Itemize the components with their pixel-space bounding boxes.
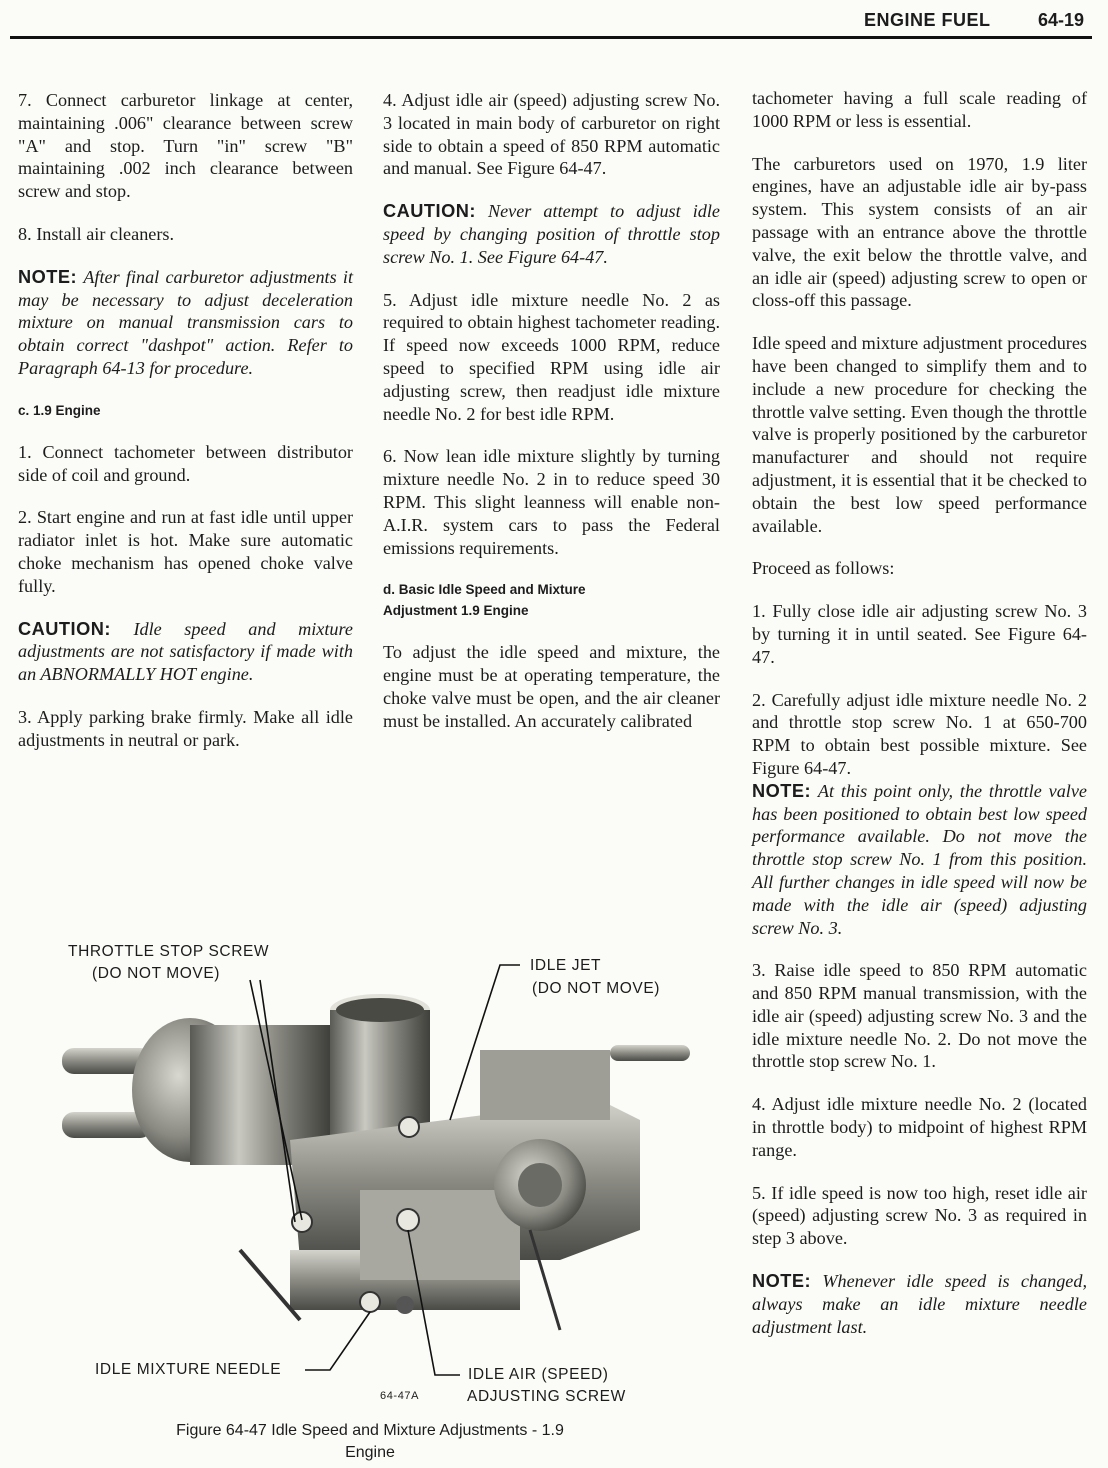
engine-step-3: 3. Apply parking brake firmly. Make all idle adjustments in neutral or park. xyxy=(18,706,353,750)
proc-step-5: 5. If idle speed is now too high, reset idle air (speed) adjusting screw No. 3 as required in step 3 above. xyxy=(752,1182,1087,1249)
caption-line-2: Engine xyxy=(345,1444,395,1461)
page-header xyxy=(820,8,1095,36)
engine-step-4: 4. Adjust idle air (speed) adjusting screw No. 3 located in main body of carburetor on right side to obtain a speed of 850 RPM automatic and manual. See Figure 64-47. xyxy=(383,90,720,179)
caution-label-2: CAUTION: xyxy=(383,201,476,222)
note-text-4: Whenever idle speed is changed, always make an idle mixture needle adjustment last. xyxy=(752,1271,1087,1337)
throttle-stop-label-2: (DO NOT MOVE) xyxy=(92,965,221,982)
note-label-4: NOTE: xyxy=(752,1271,812,1292)
carburetor-photo xyxy=(40,930,720,1410)
caption-line-1: Figure 64-47 Idle Speed and Mixture Adjustments - 1.9 xyxy=(176,1422,564,1439)
section-title: ENGINE FUEL xyxy=(864,10,991,30)
figure-caption xyxy=(100,1420,640,1464)
idle-mixture-needle-label: IDLE MIXTURE NEEDLE xyxy=(95,1361,282,1378)
engine-step-2: 2. Start engine and run at fast idle until upper radiator inlet is hot. Make sure automatic choke mechanism has opened choke valve fully. xyxy=(18,507,353,596)
proc-step-1: 1. Fully close idle air adjusting screw No. 3 by turning it in until seated. See Figure 64-47. xyxy=(752,601,1087,667)
caution-text-2: Never attempt to adjust idle speed by changing position of throttle stop screw No. 1. See Figure 64-47. xyxy=(383,201,720,267)
idle-jet-label-1: IDLE JET xyxy=(530,957,602,974)
caution-paragraph-2 xyxy=(383,200,720,268)
carburetor-paragraph: The carburetors used on 1970, 1.9 liter engines, have an adjustable idle air by-pass system. This system consists of an air passage with an entrance above the throttle valve, the exit below the throttle valve, and an idle air (speed) adjusting screw to open or closs-off this passage. xyxy=(752,153,1087,311)
header-rule xyxy=(10,36,1092,39)
idle-procedure-paragraph: Idle speed and mixture adjustment procedures have been changed to simplify them and to include a new procedure for checking the throttle valve setting. Even though the throttle valve is properly positioned by the carburetor manufacturer and should not require adjustment, it is essential that it be checked to obtain the best low speed performance available. xyxy=(752,333,1087,536)
idle-air-label-1: IDLE AIR (SPEED) xyxy=(468,1366,609,1383)
caution-text: Idle speed and mixture adjustments are not satisfactory if made with an ABNORMALLY HOT engine. xyxy=(18,618,353,685)
figure-code: 64-47A xyxy=(380,1390,420,1402)
proceed-line: Proceed as follows: xyxy=(752,558,895,579)
note-paragraph xyxy=(18,266,353,380)
engine-step-1: 1. Connect tachometer between distributor side of coil and ground. xyxy=(18,441,353,485)
idle-air-label-2: ADJUSTING SCREW xyxy=(467,1388,626,1405)
step-7: 7. Connect carburetor linkage at center, maintaining .006" clearance between screw "A" and stop. Turn "in" screw "B" maintaining .002 inch clearance between screw and stop. xyxy=(18,90,353,202)
column-1 xyxy=(18,89,353,752)
column-3 xyxy=(752,87,1087,1338)
note-label: NOTE: xyxy=(18,266,78,287)
subheading-1-9-engine: c. 1.9 Engine xyxy=(18,402,101,418)
engine-step-6: 6. Now lean idle mixture slightly by turning mixture needle No. 2 in to reduce speed 30 RPM. This slight leanness will enable non-A.I.R. system cars to pass the Federal emissions requirements. xyxy=(383,446,720,558)
note-label-3: NOTE: xyxy=(752,780,812,801)
step-8: 8. Install air cleaners. xyxy=(18,223,175,244)
subheading-line-2: Adjustment 1.9 Engine xyxy=(383,603,529,619)
caution-label: CAUTION: xyxy=(18,618,111,639)
note-paragraph-4 xyxy=(752,1270,1087,1338)
subheading-basic-idle xyxy=(383,579,720,621)
note-text: After final carburetor adjustments it may be necessary to adjust deceleration mixture on manual transmission cars to obtain correct "dashpot" action. Refer to Paragraph 64-13 for procedure. xyxy=(18,266,353,378)
proc-step-2: 2. Carefully adjust idle mixture needle No. 2 and throttle stop screw No. 1 at 650-700 RPM to obtain best possible mixture. See Figure 64-47. xyxy=(752,689,1087,778)
column-2 xyxy=(383,89,720,733)
idle-jet-label-2: (DO NOT MOVE) xyxy=(532,980,661,997)
page-number: 64-19 xyxy=(1038,10,1085,30)
note-paragraph-3 xyxy=(752,780,1087,940)
caution-paragraph xyxy=(18,618,353,686)
engine-step-5: 5. Adjust idle mixture needle No. 2 as required to obtain highest tachometer reading. If speed now exceeds 1000 RPM, reduce speed to specified RPM using idle air adjusting screw, then readjust idle mixture needle No. 2 for best idle RPM. xyxy=(383,289,720,424)
continued-paragraph: tachometer having a full scale reading of 1000 RPM or less is essential. xyxy=(752,88,1087,131)
carburetor-figure xyxy=(40,930,720,1410)
intro-paragraph: To adjust the idle speed and mixture, the engine must be at operating temperature, the choke valve must be open, and the air cleaner must be installed. An accurately calibrated xyxy=(383,642,720,731)
throttle-stop-label-1: THROTTLE STOP SCREW xyxy=(68,943,270,960)
proc-step-4: 4. Adjust idle mixture needle No. 2 (located in throttle body) to midpoint of highest RPM range. xyxy=(752,1094,1087,1160)
proc-step-3: 3. Raise idle speed to 850 RPM automatic and 850 RPM manual transmission, with the idle air (speed) adjusting screw No. 3 and the idle mixture needle No. 2. Do not move the throttle stop screw No. 1. xyxy=(752,960,1087,1072)
subheading-line-1: d. Basic Idle Speed and Mixture xyxy=(383,582,586,598)
note-text-3: At this point only, the throttle valve has been positioned to obtain best low speed performance available. Do not move the throttle stop screw No. 1 from this position. All further changes in idle speed will now be made with the idle air (speed) adjusting screw No. 3. xyxy=(752,780,1087,938)
